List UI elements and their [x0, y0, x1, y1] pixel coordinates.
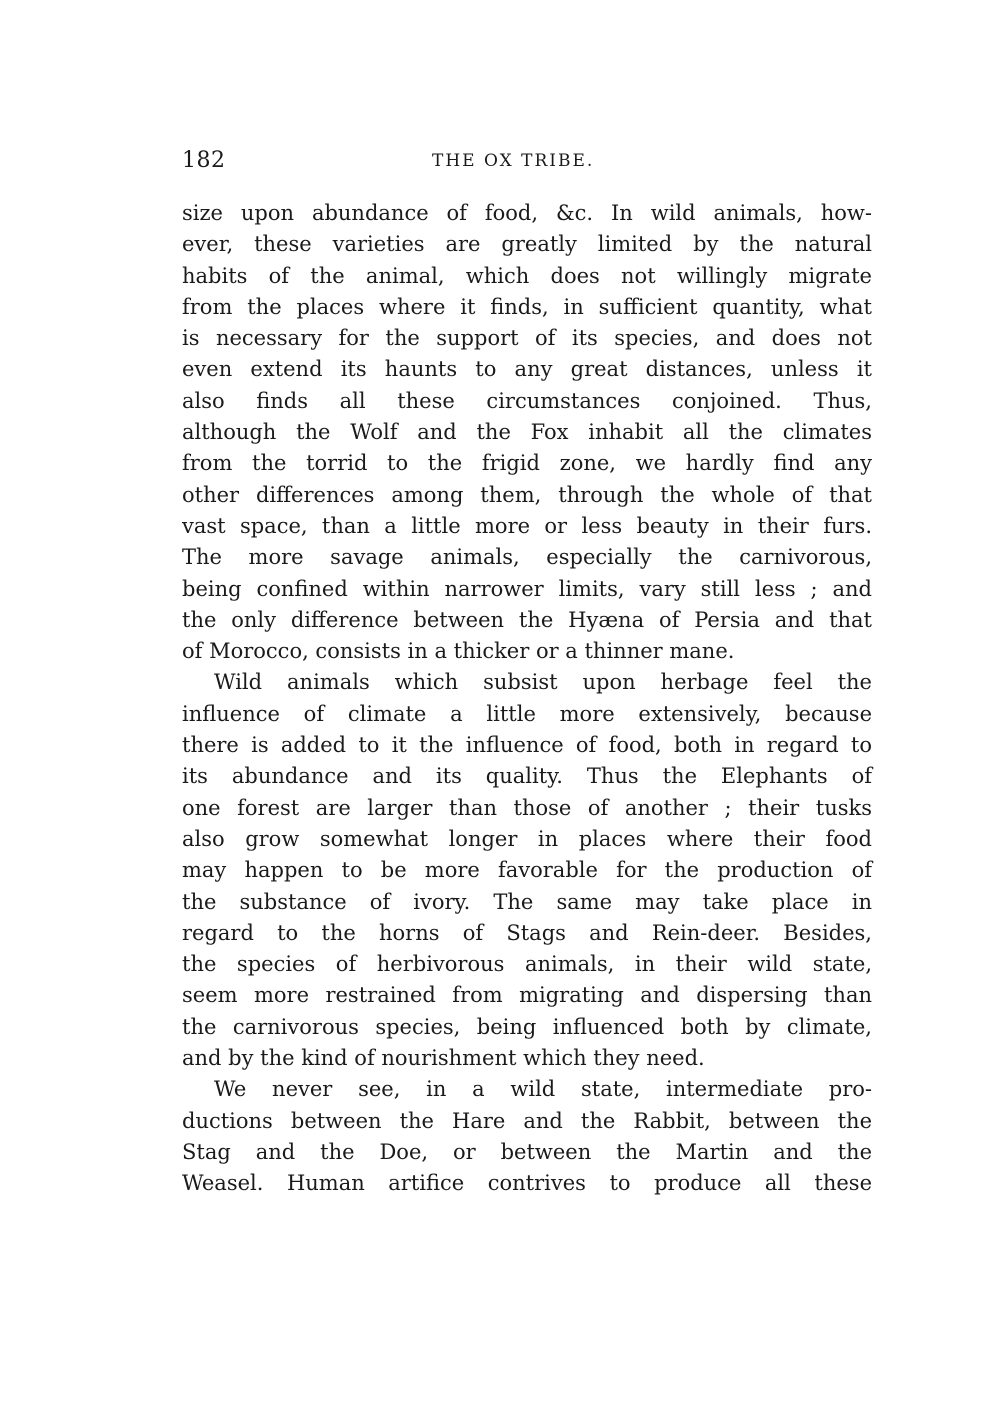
text-line: seem more restrained from migrating and dispersing than [182, 983, 872, 1008]
paragraph [182, 198, 872, 667]
text-line: its abundance and its quality. Thus the Elephants of [182, 764, 872, 789]
text-line: one forest are larger than those of another ; their tusks [182, 795, 872, 820]
text-line: Wild animals which subsist upon herbage feel the [214, 670, 872, 695]
body-text [182, 198, 872, 1200]
text-line: ductions between the Hare and the Rabbit, between the [182, 1108, 872, 1133]
text-line: from the torrid to the frigid zone, we hardly find any [182, 451, 872, 476]
text-line: although the Wolf and the Fox inhabit all the climates [182, 420, 872, 445]
text-line: of Morocco, consists in a thicker or a thinner mane. [182, 639, 735, 664]
text-line: there is added to it the influence of food, both in regard to [182, 733, 872, 758]
text-line: even extend its haunts to any great distances, unless it [182, 357, 872, 382]
text-line: Stag and the Doe, or between the Martin and the [182, 1139, 872, 1164]
paragraph [182, 667, 872, 1074]
text-line: size upon abundance of food, &c. In wild animals, how- [182, 201, 872, 225]
text-line: The more savage animals, especially the carnivorous, [182, 545, 872, 570]
text-line: and by the kind of nourishment which they need. [182, 1046, 705, 1071]
text-line: may happen to be more favorable for the production of [182, 858, 872, 883]
text-line: is necessary for the support of its species, and does not [182, 326, 872, 351]
text-line: vast space, than a little more or less beauty in their furs. [182, 513, 872, 538]
text-line: Weasel. Human artifice contrives to produce all these [182, 1171, 872, 1196]
text-line: the substance of ivory. The same may take place in [182, 889, 872, 914]
text-line: the only difference between the Hyæna of Persia and that [182, 607, 872, 632]
text-line: the carnivorous species, being influenced both by climate, [182, 1014, 872, 1039]
text-line: habits of the animal, which does not willingly migrate [182, 263, 872, 288]
text-line: We never see, in a wild state, intermediate pro- [214, 1077, 872, 1102]
text-line: ever, these varieties are greatly limited by the natural [182, 232, 872, 257]
text-line: influence of climate a little more extensively, because [182, 701, 872, 726]
text-line: other differences among them, through the whole of that [182, 482, 872, 507]
text-line: from the places where it finds, in sufficient quantity, what [182, 294, 872, 319]
page-number: 182 [182, 148, 226, 173]
text-line: the species of herbivorous animals, in their wild state, [182, 952, 872, 977]
running-title: THE OX TRIBE. [432, 151, 595, 171]
text-line: being confined within narrower limits, vary still less ; and [182, 576, 872, 601]
running-head [182, 148, 872, 178]
paragraph [182, 1074, 872, 1199]
text-line: regard to the horns of Stags and Rein-deer. Besides, [182, 920, 872, 945]
text-line: also grow somewhat longer in places where their food [182, 826, 872, 851]
text-line: also finds all these circumstances conjoined. Thus, [182, 388, 872, 413]
